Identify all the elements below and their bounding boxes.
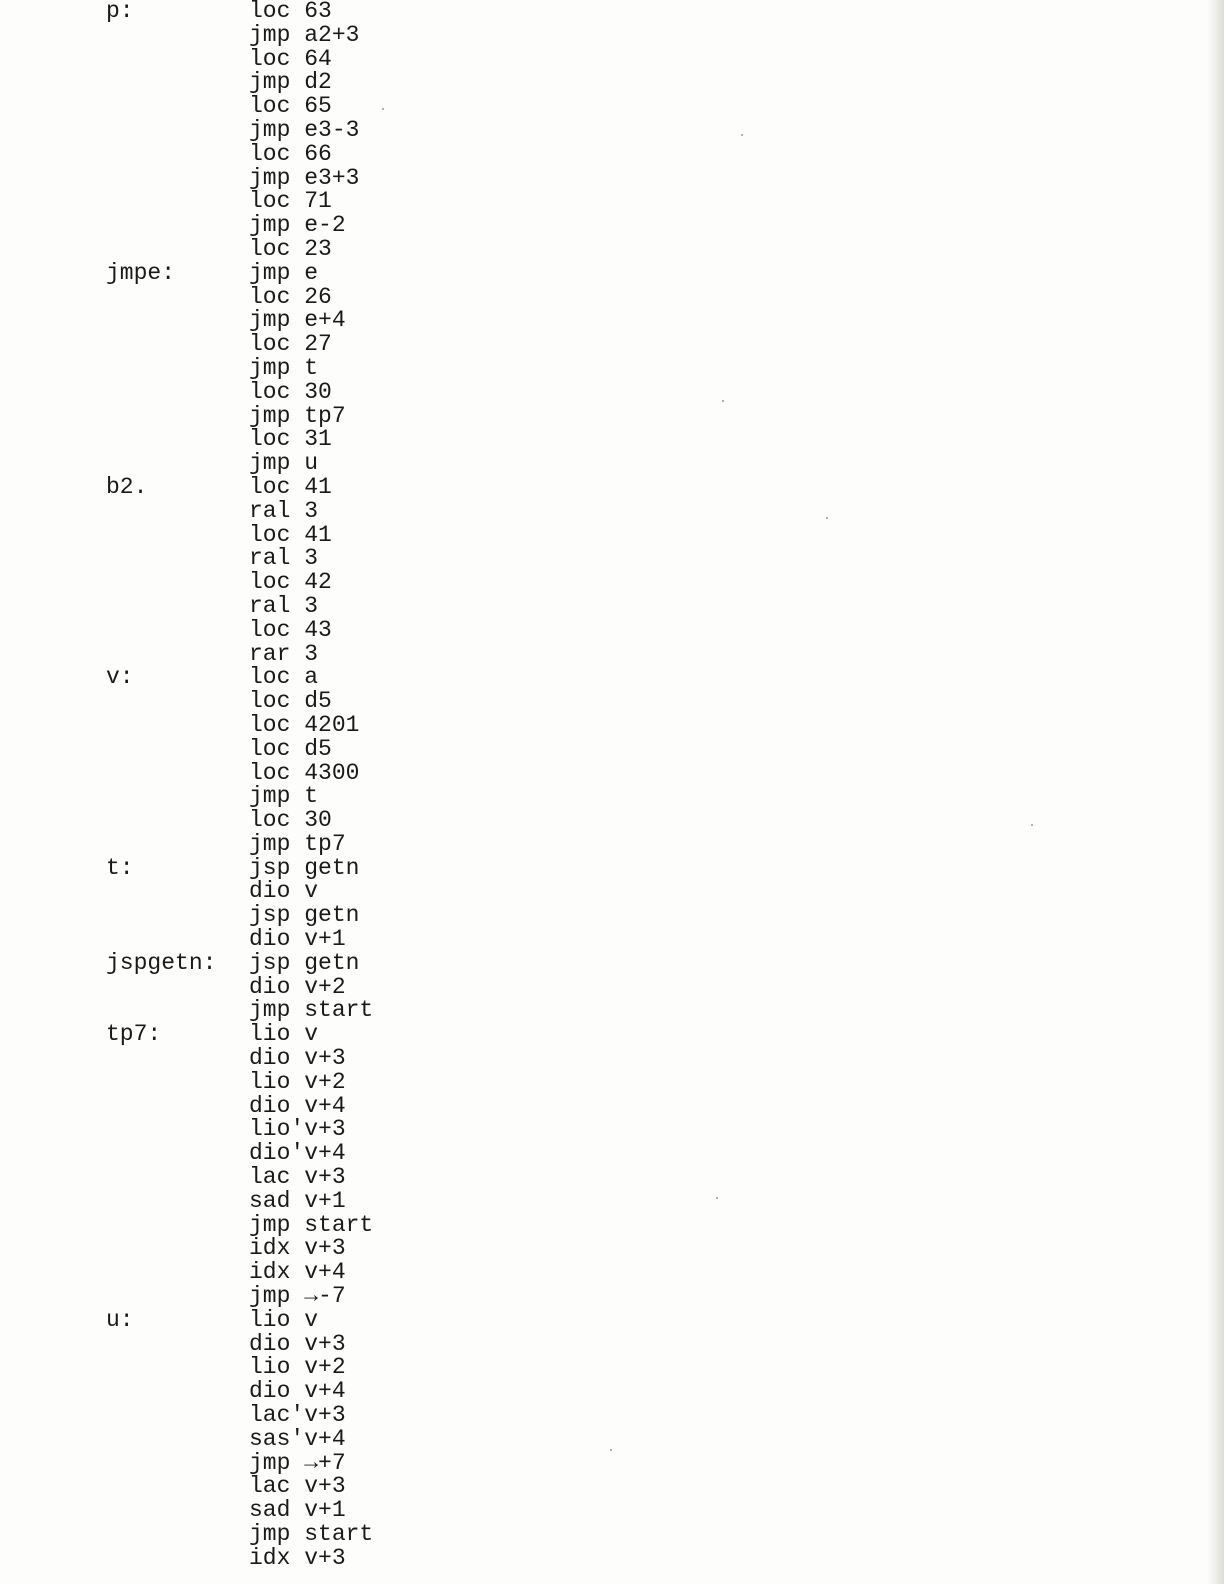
line-instruction: jmp e-2 (249, 212, 346, 239)
line-instruction: loc 30 (249, 807, 332, 834)
line-instruction: dio v (249, 878, 319, 905)
line-instruction: idx v+4 (249, 1259, 346, 1286)
line-instruction: jmp u (249, 450, 319, 477)
line-instruction: ral 3 (249, 497, 319, 524)
line-instruction: dio'v+4 (249, 1140, 346, 1167)
line-instruction: lac'v+3 (249, 1402, 346, 1429)
scan-speck (1031, 824, 1033, 826)
line-instruction: dio v+4 (249, 1092, 346, 1119)
line-instruction: idx v+3 (249, 1235, 346, 1262)
scan-speck (610, 1449, 612, 1451)
line-instruction: jmp tp7 (249, 402, 346, 429)
line-instruction: dio v+3 (249, 1045, 346, 1072)
line-label: t: (106, 854, 134, 881)
line-instruction: lac v+3 (249, 1164, 346, 1191)
line-instruction: loc 26 (249, 283, 332, 310)
line-instruction: jmp start (249, 997, 374, 1024)
line-instruction: jmp e3+3 (249, 164, 360, 191)
scan-speck (722, 400, 724, 402)
line-instruction: loc 63 (249, 0, 332, 24)
line-instruction: dio v+4 (249, 1378, 346, 1405)
line-instruction: jmp e (249, 259, 319, 286)
line-instruction: loc 31 (249, 426, 332, 453)
line-instruction: loc d5 (249, 735, 332, 762)
line-instruction: idx v+3 (249, 1544, 346, 1571)
line-instruction: jmp d2 (249, 69, 332, 96)
line-instruction: dio v+3 (249, 1330, 346, 1357)
line-instruction: rar 3 (249, 640, 319, 667)
line-instruction: jmp e3-3 (249, 116, 360, 143)
line-instruction: jmp t (249, 783, 319, 810)
scan-speck (716, 1197, 718, 1199)
line-instruction: sas'v+4 (249, 1425, 346, 1452)
line-instruction: jsp getn (249, 854, 360, 881)
line-instruction: loc 4201 (249, 711, 360, 738)
line-label: jspgetn: (106, 949, 217, 976)
line-instruction: loc 65 (249, 93, 332, 120)
line-instruction: loc 41 (249, 521, 332, 548)
line-instruction: loc 43 (249, 616, 332, 643)
line-label: jmpe: (106, 259, 176, 286)
line-instruction: dio v+1 (249, 926, 346, 953)
scan-edge-shadow (1206, 0, 1224, 1584)
scan-speck (826, 517, 828, 519)
line-instruction: loc 71 (249, 188, 332, 215)
line-label: v: (106, 664, 134, 691)
line-instruction: lio v (249, 1306, 319, 1333)
line-instruction: jmp start (249, 1211, 374, 1238)
line-label: u: (106, 1306, 134, 1333)
line-instruction: loc 30 (249, 378, 332, 405)
line-instruction: lio'v+3 (249, 1116, 346, 1143)
line-instruction: lac v+3 (249, 1473, 346, 1500)
line-instruction: jmp a2+3 (249, 21, 360, 48)
line-instruction: loc 23 (249, 235, 332, 262)
line-instruction: loc 4300 (249, 759, 360, 786)
line-instruction: lio v+2 (249, 1068, 346, 1095)
line-instruction: ral 3 (249, 592, 319, 619)
line-instruction: lio v (249, 1021, 319, 1048)
line-instruction: lio v+2 (249, 1354, 346, 1381)
line-instruction: sad v+1 (249, 1497, 346, 1524)
line-instruction: loc a (249, 664, 319, 691)
scan-speck (382, 108, 384, 110)
line-instruction: loc 66 (249, 140, 332, 167)
line-instruction: loc 41 (249, 473, 332, 500)
line-label: b2. (106, 473, 148, 500)
line-instruction: loc d5 (249, 688, 332, 715)
line-instruction: jsp getn (249, 949, 360, 976)
scan-speck (741, 134, 743, 136)
line-instruction: jmp t (249, 354, 319, 381)
line-instruction: jmp →-7 (249, 1283, 346, 1310)
line-instruction: sad v+1 (249, 1187, 346, 1214)
line-label: tp7: (106, 1021, 162, 1048)
line-instruction: jmp →+7 (249, 1449, 346, 1476)
line-label: p: (106, 0, 134, 24)
line-instruction: loc 27 (249, 331, 332, 358)
line-instruction: jmp start (249, 1521, 374, 1547)
line-instruction: loc 42 (249, 569, 332, 596)
line-instruction: jmp tp7 (249, 830, 346, 857)
line-instruction: jsp getn (249, 902, 360, 929)
line-instruction: dio v+2 (249, 973, 346, 1000)
line-instruction: loc 64 (249, 45, 332, 72)
line-instruction: jmp e+4 (249, 307, 346, 334)
line-instruction: ral 3 (249, 545, 319, 572)
